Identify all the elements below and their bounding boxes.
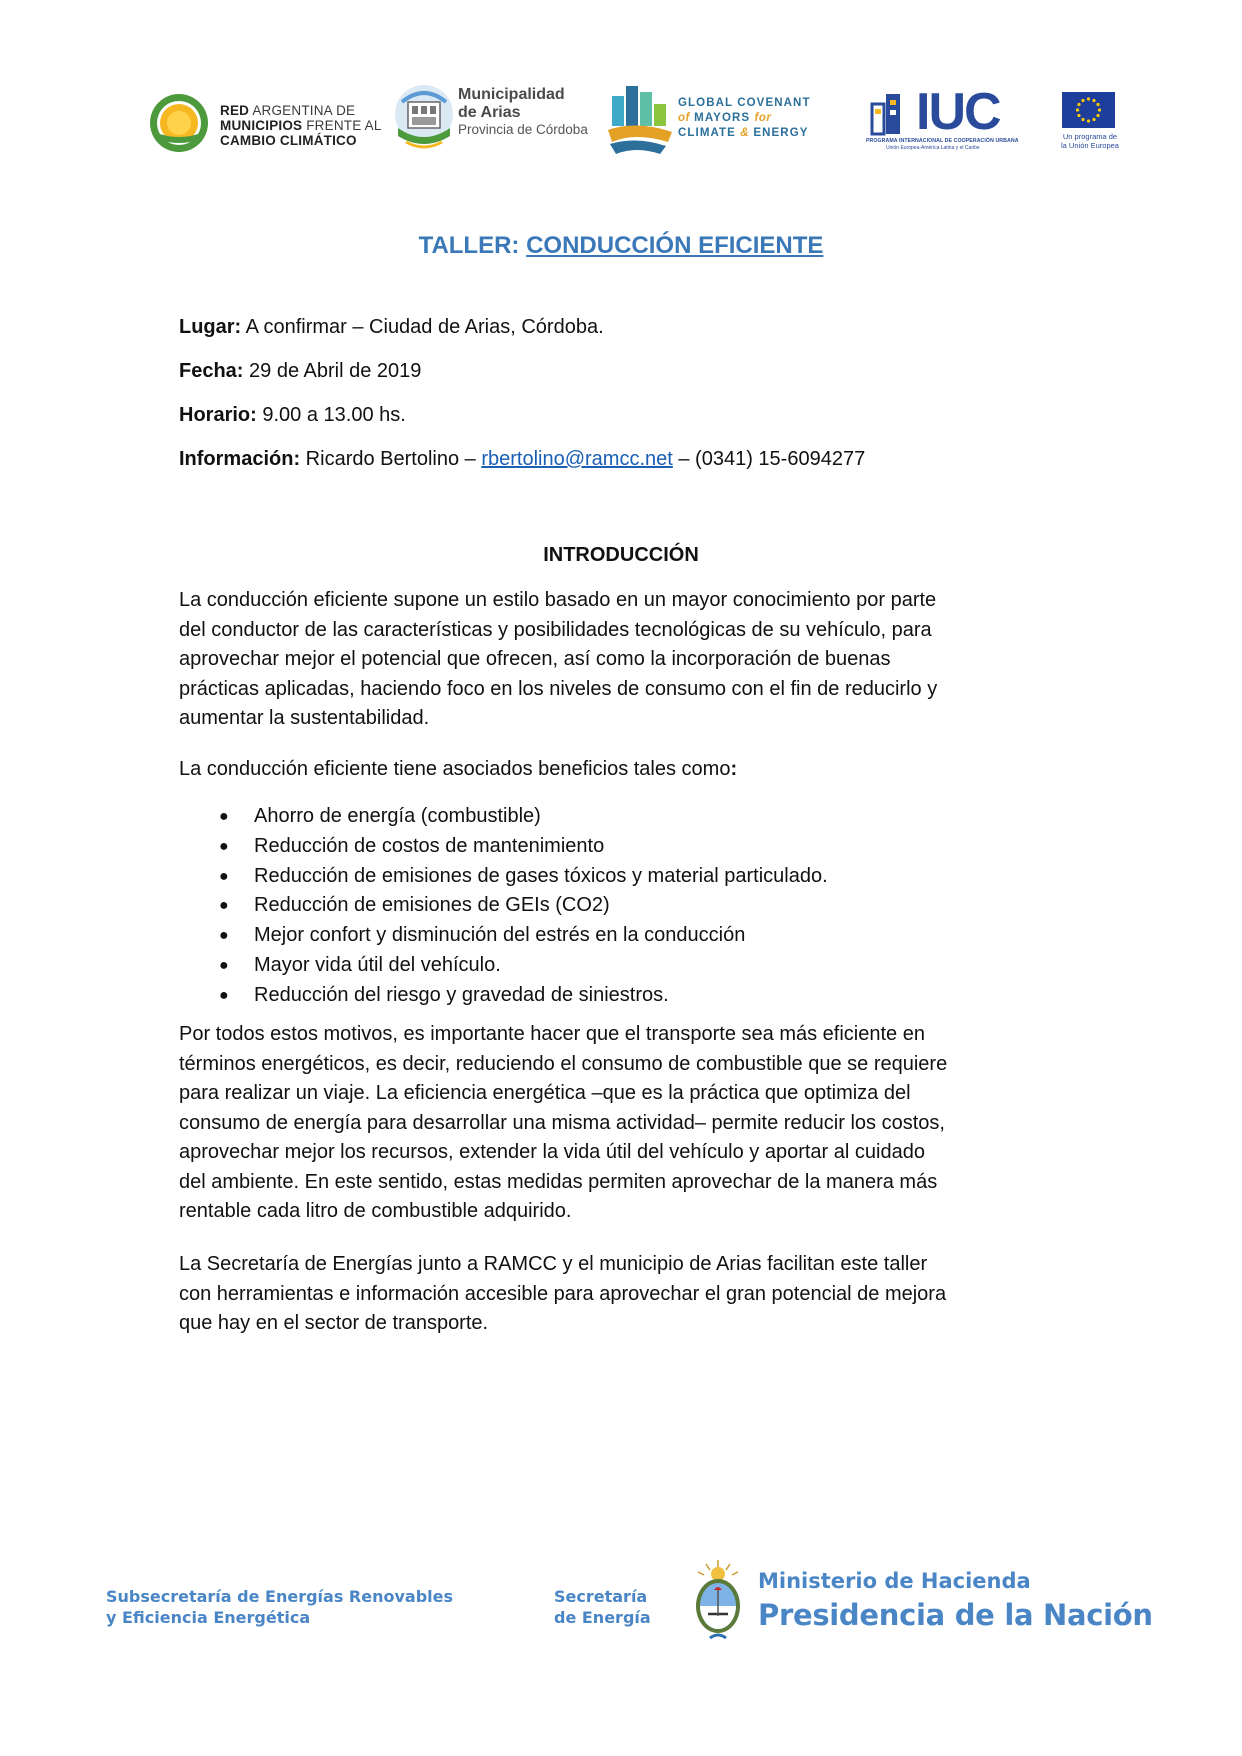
- title-main: CONDUCCIÓN EFICIENTE: [526, 232, 824, 259]
- arias-line2: de Arias: [458, 104, 521, 121]
- iuc-subtitle: PROGRAMA INTERNACIONAL DE COOPERACIÓN URBANA: [866, 138, 1019, 144]
- list-item: ● Reducción de costos de mantenimiento: [179, 832, 1079, 862]
- intro-heading: INTRODUCCIÓN: [543, 544, 699, 566]
- info-fecha: [179, 360, 421, 383]
- eu-caption: Un programa de la Unión Europea: [1061, 132, 1119, 150]
- lugar-value: A confirmar – Ciudad de Arias, Córdoba.: [241, 316, 604, 338]
- eu-star-icon: [1098, 108, 1101, 111]
- eu-star-icon: [1096, 103, 1099, 106]
- bullet-icon: ●: [219, 927, 229, 945]
- ramcc-wordmark: RED ARGENTINA DE MUNICIPIOS FRENTE AL CAMBIO CLIMÁTICO: [220, 103, 382, 148]
- footer-presidencia: Presidencia de la Nación: [758, 1598, 1153, 1632]
- bullet-icon: ●: [219, 837, 229, 855]
- paragraph-1: [179, 586, 1079, 734]
- arias-line1: Municipalidad: [458, 86, 565, 103]
- paragraph-2: [179, 755, 1079, 785]
- list-item: ● Mejor confort y disminución del estrés en la conducción: [179, 921, 1079, 951]
- global-covenant-buildings-icon: [606, 82, 676, 158]
- contact-phone: – (0341) 15-6094277: [672, 448, 866, 470]
- eu-star-icon: [1081, 99, 1084, 102]
- list-item: ● Mayor vida útil del vehículo.: [179, 951, 1079, 981]
- eu-star-icon: [1096, 114, 1099, 117]
- paragraph-line: que hay en el sector de transporte.: [179, 1312, 489, 1334]
- paragraph-line: aumentar la sustentabilidad.: [179, 707, 430, 729]
- paragraph-line: con herramientas e información accesible para aprovechar el gran potencial de mejora: [179, 1282, 947, 1305]
- argentina-coat-of-arms-icon: [690, 1556, 746, 1646]
- list-item: ● Reducción de emisiones de gases tóxicos y material particulado.: [179, 862, 1079, 892]
- eu-flag-icon: [1062, 92, 1115, 128]
- paragraph-line: La conducción eficiente tiene asociados beneficios tales como: [179, 758, 731, 780]
- bullet-icon: ●: [219, 897, 229, 915]
- document-title: [0, 232, 1242, 260]
- paragraph-4: [179, 1250, 1079, 1339]
- fecha-label: Fecha:: [179, 360, 244, 382]
- ramcc-sun-icon: [148, 92, 210, 154]
- paragraph-line: La Secretaría de Energías junto a RAMCC y el municipio de Arias facilitan este taller: [179, 1253, 928, 1275]
- list-item: ● Ahorro de energía (combustible): [179, 802, 1079, 832]
- informacion-label: Información:: [179, 448, 301, 470]
- eu-star-icon: [1081, 118, 1084, 121]
- arias-shield-icon: [394, 80, 454, 160]
- list-item: ● Reducción de emisiones de GEIs (CO2): [179, 891, 1079, 921]
- footer-secretaria: Secretaría de Energía: [554, 1587, 651, 1627]
- header-logos: [0, 80, 1242, 160]
- iuc-wordmark: IUC: [916, 83, 1000, 141]
- arias-line3: Provincia de Córdoba: [458, 122, 588, 137]
- eu-star-icon: [1092, 99, 1095, 102]
- paragraph-line: del conductor de las características y posibilidades tecnológicas de su vehículo, para: [179, 618, 932, 641]
- eu-star-icon: [1087, 97, 1090, 100]
- paragraph-line: términos energéticos, es decir, reduciendo el consumo de combustible que se requiere: [179, 1052, 948, 1075]
- iuc-subtitle-2: Unión Europea-América Latina y el Caribe: [886, 145, 980, 151]
- eu-logo: [1058, 92, 1118, 152]
- benefits-list: [179, 802, 1079, 1011]
- global-covenant-logo: [606, 82, 832, 158]
- iuc-logo: [866, 83, 1019, 154]
- bullet-icon: ●: [219, 986, 229, 1004]
- arias-logo: [394, 80, 604, 160]
- footer-subsecretaria: Subsecretaría de Energías Renovables y Eficiencia Energética: [106, 1587, 454, 1627]
- paragraph-line: Por todos estos motivos, es importante hacer que el transporte sea más eficiente en: [179, 1023, 925, 1045]
- lugar-label: Lugar:: [179, 316, 242, 338]
- paragraph-line: La conducción eficiente supone un estilo basado en un mayor conocimiento por parte: [179, 589, 937, 611]
- eu-star-icon: [1077, 103, 1080, 106]
- paragraph-line: prácticas aplicadas, haciendo foco en los niveles de consumo con el fin de reducirlo y: [179, 677, 938, 700]
- bullet-icon: ●: [219, 956, 229, 974]
- fecha-value: 29 de Abril de 2019: [243, 360, 422, 382]
- info-horario: [179, 404, 406, 427]
- paragraph-line: del ambiente. En este sentido, estas medidas permiten aprovechar de la manera más: [179, 1170, 938, 1193]
- iuc-buildings-icon: [866, 88, 916, 138]
- title-prefix: TALLER:: [418, 232, 527, 259]
- eu-star-icon: [1076, 108, 1079, 111]
- paragraph-line: aprovechar mejor los recursos, extender la vida útil del vehículo y aportar al cuidado: [179, 1141, 925, 1163]
- horario-value: 9.00 a 13.00 hs.: [256, 404, 406, 426]
- eu-star-icon: [1077, 114, 1080, 117]
- contact-email-link[interactable]: rbertolino@ramcc.net: [481, 448, 673, 470]
- paragraph-line: aprovechar mejor el potencial que ofrecen, así como la incorporación de buenas: [179, 648, 891, 670]
- paragraph-colon: :: [730, 758, 738, 780]
- eu-star-icon: [1087, 119, 1090, 122]
- paragraph-line: rentable cada litro de combustible adquirido.: [179, 1200, 572, 1222]
- contact-name: Ricardo Bertolino –: [300, 448, 482, 470]
- paragraph-line: para realizar un viaje. La eficiencia energética –que es la práctica que optimiza del: [179, 1082, 911, 1104]
- info-lugar: [179, 316, 604, 339]
- bullet-icon: ●: [219, 867, 229, 885]
- info-contacto: [179, 448, 865, 471]
- footer-ministerio: Ministerio de Hacienda: [758, 1569, 1031, 1593]
- list-item: ● Reducción del riesgo y gravedad de siniestros.: [179, 981, 1079, 1011]
- paragraph-line: consumo de energía para desarrollar una misma actividad– permite reducir los costos,: [179, 1111, 945, 1134]
- eu-star-icon: [1092, 118, 1095, 121]
- global-covenant-wordmark: GLOBAL COVENANT of MAYORS for CLIMATE & ENERGY: [678, 97, 811, 139]
- ramcc-logo: [148, 92, 388, 154]
- horario-label: Horario:: [179, 404, 257, 426]
- bullet-icon: ●: [219, 808, 229, 825]
- paragraph-3: [179, 1020, 1079, 1227]
